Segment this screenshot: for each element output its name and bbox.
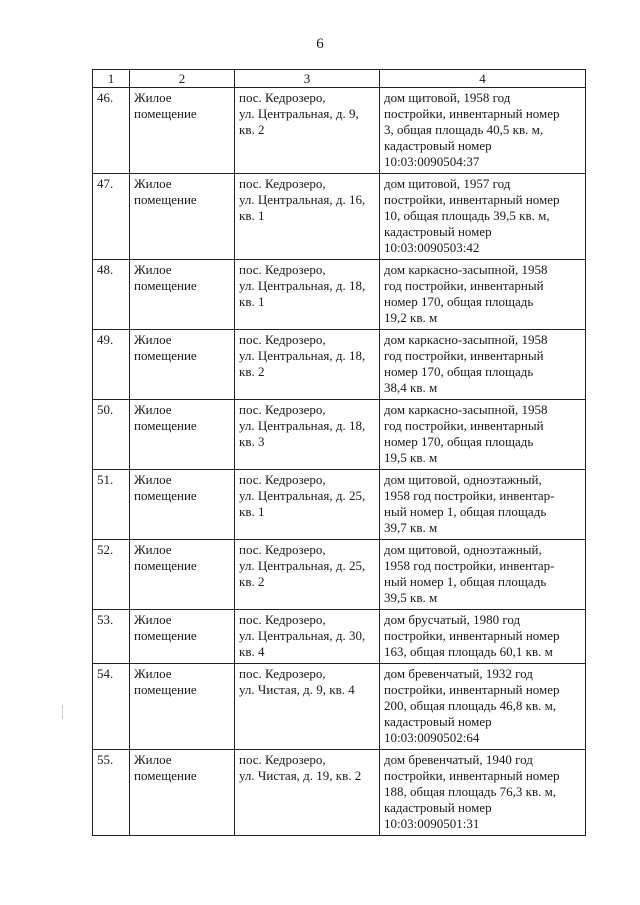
table-row [93,260,586,330]
type-line: помещение [134,558,197,573]
description-line: ный номер 1, общая площадь [384,504,547,519]
type-line: Жилое [134,90,172,105]
table-body [93,88,586,836]
description-cell [380,470,586,540]
description-line: номер 170, общая площадь [384,364,534,379]
description-line: постройки, инвентарный номер [384,106,560,121]
address-cell [235,664,380,750]
address-line: пос. Кедрозеро, [239,332,326,347]
row-number: 53. [93,610,130,664]
page-number: 6 [316,36,324,52]
description-line: 10:03:0090503:42 [384,240,480,255]
description-line: дом щитовой, одноэтажный, [384,472,542,487]
property-type-cell [130,540,235,610]
description-line: дом бревенчатый, 1940 год [384,752,533,767]
address-cell [235,540,380,610]
type-line: помещение [134,192,197,207]
description-line: ный номер 1, общая площадь [384,574,547,589]
address-cell [235,750,380,836]
description-cell [380,330,586,400]
type-line: Жилое [134,402,172,417]
description-line: 38,4 кв. м [384,380,438,395]
address-line: ул. Центральная, д. 18, [239,348,366,363]
description-line: дом бревенчатый, 1932 год [384,666,533,681]
description-line: 1958 год постройки, инвентар- [384,558,555,573]
description-line: кадастровый номер [384,800,492,815]
description-line: 10:03:0090502:64 [384,730,480,745]
address-line: пос. Кедрозеро, [239,402,326,417]
address-line: кв. 1 [239,208,265,223]
property-type-cell [130,260,235,330]
description-line: год постройки, инвентарный [384,348,544,363]
description-line: дом брусчатый, 1980 год [384,612,521,627]
property-type-cell [130,88,235,174]
type-line: помещение [134,348,197,363]
description-line: 39,7 кв. м [384,520,438,535]
description-cell [380,750,586,836]
description-cell [380,88,586,174]
margin-mark [62,705,63,719]
property-type-cell [130,664,235,750]
description-line: дом каркасно-засыпной, 1958 [384,262,548,277]
property-type-cell [130,610,235,664]
property-type-cell [130,330,235,400]
table-row [93,664,586,750]
description-line: кадастровый номер [384,224,492,239]
address-line: кв. 3 [239,434,265,449]
description-line: номер 170, общая площадь [384,294,534,309]
property-type-cell [130,750,235,836]
type-line: Жилое [134,262,172,277]
description-cell [380,610,586,664]
address-line: пос. Кедрозеро, [239,176,326,191]
address-line: пос. Кедрозеро, [239,542,326,557]
address-line: ул. Чистая, д. 19, кв. 2 [239,768,362,783]
address-line: пос. Кедрозеро, [239,612,326,627]
table-row [93,750,586,836]
address-line: кв. 2 [239,122,265,137]
description-line: 10:03:0090501:31 [384,816,480,831]
address-line: ул. Центральная, д. 16, [239,192,366,207]
description-line: дом щитовой, 1958 год [384,90,511,105]
address-line: ул. Центральная, д. 25, [239,488,366,503]
description-line: 1958 год постройки, инвентар- [384,488,555,503]
type-line: помещение [134,768,197,783]
description-line: кадастровый номер [384,714,492,729]
description-cell [380,540,586,610]
description-line: дом каркасно-засыпной, 1958 [384,402,548,417]
description-line: кадастровый номер [384,138,492,153]
description-cell [380,260,586,330]
description-line: 188, общая площадь 76,3 кв. м, [384,784,557,799]
type-line: помещение [134,278,197,293]
description-line: 10, общая площадь 39,5 кв. м, [384,208,550,223]
description-line: 19,5 кв. м [384,450,438,465]
address-line: кв. 2 [239,574,265,589]
type-line: помещение [134,488,197,503]
type-line: Жилое [134,752,172,767]
description-cell [380,664,586,750]
description-line: дом каркасно-засыпной, 1958 [384,332,548,347]
property-type-cell [130,400,235,470]
address-cell [235,174,380,260]
description-line: постройки, инвентарный номер [384,682,560,697]
address-cell [235,88,380,174]
description-line: 163, общая площадь 60,1 кв. м [384,644,553,659]
description-line: 19,2 кв. м [384,310,438,325]
property-table [92,69,586,836]
address-line: ул. Центральная, д. 18, [239,418,366,433]
description-cell [380,174,586,260]
address-cell [235,330,380,400]
address-line: ул. Чистая, д. 9, кв. 4 [239,682,355,697]
row-number: 49. [93,330,130,400]
row-number: 47. [93,174,130,260]
type-line: помещение [134,418,197,433]
description-line: номер 170, общая площадь [384,434,534,449]
table-row [93,540,586,610]
address-line: пос. Кедрозеро, [239,666,326,681]
column-header-2: 2 [130,70,235,88]
column-header-1: 1 [93,70,130,88]
table-header-row [93,70,586,88]
description-line: 10:03:0090504:37 [384,154,480,169]
address-cell [235,470,380,540]
row-number: 48. [93,260,130,330]
address-line: ул. Центральная, д. 25, [239,558,366,573]
description-line: постройки, инвентарный номер [384,192,560,207]
table-row [93,174,586,260]
type-line: Жилое [134,612,172,627]
row-number: 52. [93,540,130,610]
type-line: Жилое [134,542,172,557]
description-line: 3, общая площадь 40,5 кв. м, [384,122,544,137]
row-number: 46. [93,88,130,174]
address-line: кв. 4 [239,644,265,659]
row-number: 51. [93,470,130,540]
description-line: 200, общая площадь 46,8 кв. м, [384,698,557,713]
address-cell [235,610,380,664]
type-line: Жилое [134,176,172,191]
address-line: кв. 2 [239,364,265,379]
table-row [93,88,586,174]
description-cell [380,400,586,470]
type-line: помещение [134,106,197,121]
property-type-cell [130,174,235,260]
address-line: пос. Кедрозеро, [239,262,326,277]
address-line: ул. Центральная, д. 9, [239,106,359,121]
type-line: помещение [134,628,197,643]
table-row [93,400,586,470]
table-row [93,470,586,540]
address-line: кв. 1 [239,294,265,309]
column-header-3: 3 [235,70,380,88]
row-number: 55. [93,750,130,836]
address-line: ул. Центральная, д. 18, [239,278,366,293]
description-line: год постройки, инвентарный [384,418,544,433]
address-line: кв. 1 [239,504,265,519]
description-line: постройки, инвентарный номер [384,628,560,643]
address-cell [235,260,380,330]
row-number: 50. [93,400,130,470]
address-line: пос. Кедрозеро, [239,90,326,105]
address-line: ул. Центральная, д. 30, [239,628,366,643]
column-header-4: 4 [380,70,586,88]
property-type-cell [130,470,235,540]
address-line: пос. Кедрозеро, [239,472,326,487]
row-number: 54. [93,664,130,750]
description-line: 39,5 кв. м [384,590,438,605]
address-line: пос. Кедрозеро, [239,752,326,767]
description-line: дом щитовой, одноэтажный, [384,542,542,557]
description-line: постройки, инвентарный номер [384,768,560,783]
address-cell [235,400,380,470]
table-row [93,330,586,400]
type-line: Жилое [134,472,172,487]
type-line: помещение [134,682,197,697]
description-line: год постройки, инвентарный [384,278,544,293]
description-line: дом щитовой, 1957 год [384,176,511,191]
type-line: Жилое [134,332,172,347]
type-line: Жилое [134,666,172,681]
table-row [93,610,586,664]
